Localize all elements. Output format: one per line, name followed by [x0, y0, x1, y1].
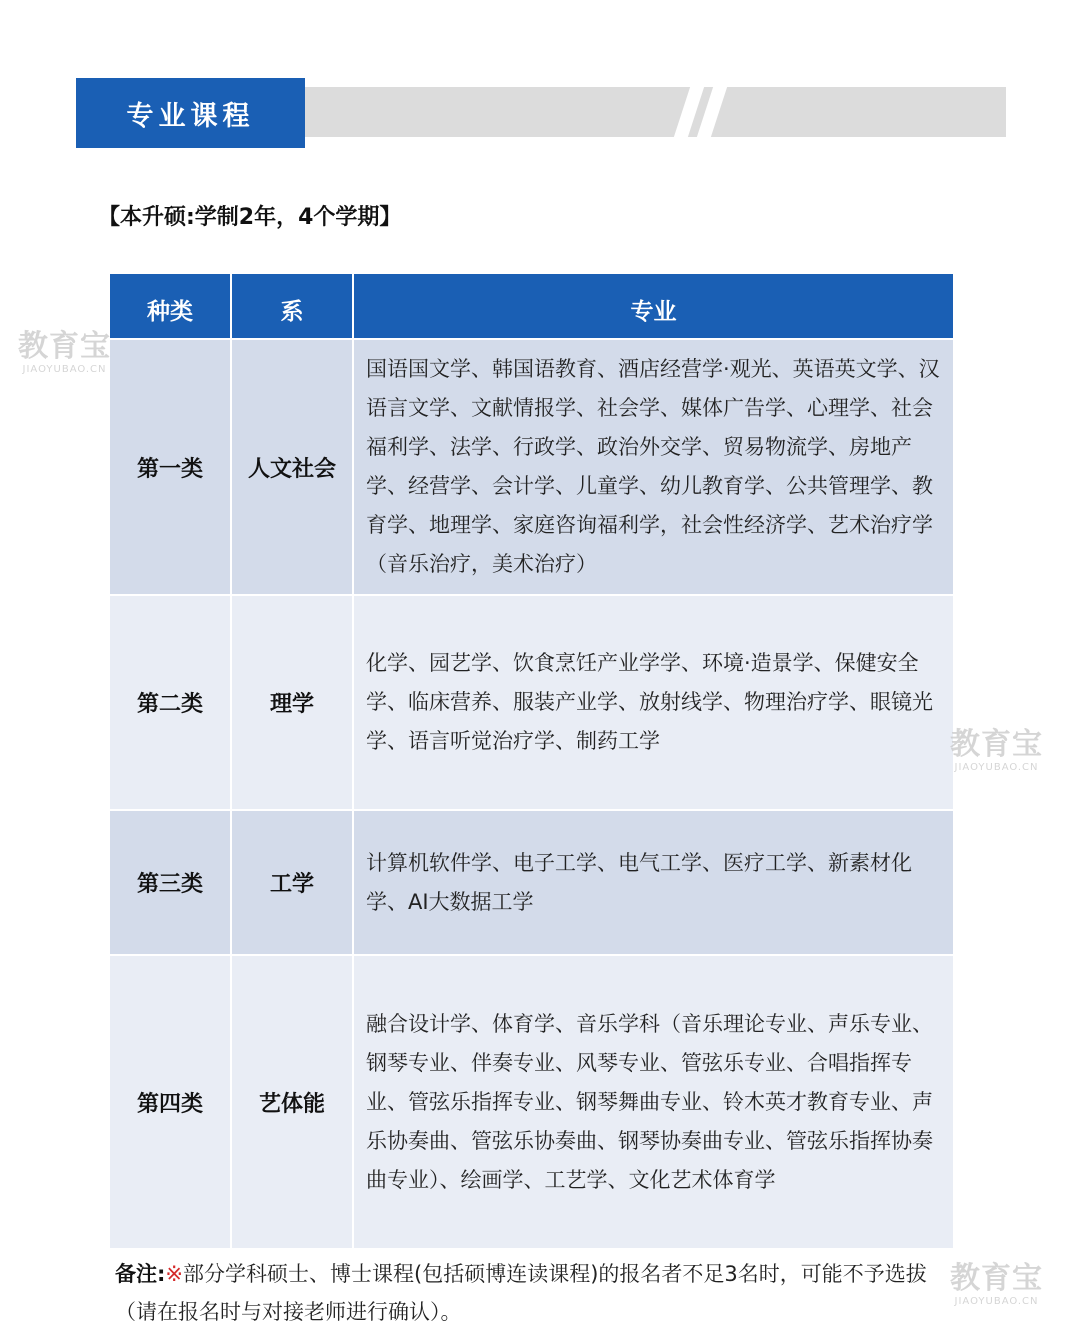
majors-cell: 国语国文学、韩国语教育、酒店经营学·观光、英语英文学、汉语言文学、文献情报学、社会学、媒体广告学、心理学、社会福利学、法学、行政学、政治外交学、贸易物流学、房地产学、经营学、会计学、儿童学、幼儿教育学、公共管理学、教育学、地理学、家庭咨询福利学，社会性经济学、艺术治疗学（音乐治疗，美术治疗） [353, 339, 954, 595]
category-cell: 第一类 [109, 339, 231, 595]
table-row [109, 955, 954, 1249]
majors-cell: 计算机软件学、电子工学、电气工学、医疗工学、新素材化学、AI大数据工学 [353, 810, 954, 955]
program-subtitle: 【本升硕:学制2年，4个学期】 [98, 205, 402, 230]
table-row [109, 595, 954, 810]
watermark-logo: 教育宝 JIAOYUBAO.CN [18, 329, 111, 375]
note-label: 备注: [115, 1262, 166, 1286]
majors-table [108, 272, 955, 1250]
category-cell: 第三类 [109, 810, 231, 955]
category-cell: 第四类 [109, 955, 231, 1249]
column-header-major: 专业 [353, 273, 954, 339]
note-mark: ※ [165, 1262, 184, 1286]
note-text: 部分学科硕士、博士课程(包括硕博连读课程)的报名者不足3名时，可能不予选拔（请在报名时与对接老师进行确认）。 [115, 1262, 927, 1324]
watermark-logo: 教育宝 JIAOYUBAO.CN [950, 1261, 1043, 1307]
footnote [115, 1255, 965, 1331]
table-header-row [109, 273, 954, 339]
majors-cell: 融合设计学、体育学、音乐学科（音乐理论专业、声乐专业、钢琴专业、伴奏专业、风琴专业、管弦乐专业、合唱指挥专业、管弦乐指挥专业、钢琴舞曲专业、铃木英才教育专业、声乐协奏曲、管弦乐协奏曲、钢琴协奏曲专业、管弦乐指挥协奏曲专业）、绘画学、工艺学、文化艺术体育学 [353, 955, 954, 1249]
table-row [109, 810, 954, 955]
department-cell: 理学 [231, 595, 353, 810]
department-cell: 艺体能 [231, 955, 353, 1249]
watermark-logo: 教育宝 JIAOYUBAO.CN [950, 727, 1043, 773]
column-header-department: 系 [231, 273, 353, 339]
header-banner-bar [300, 87, 1006, 137]
department-cell: 人文社会 [231, 339, 353, 595]
column-header-category: 种类 [109, 273, 231, 339]
category-cell: 第二类 [109, 595, 231, 810]
department-cell: 工学 [231, 810, 353, 955]
section-title: 专业课程 [76, 78, 305, 148]
majors-cell: 化学、园艺学、饮食烹饪产业学学、环境·造景学、保健安全学、临床营养、服装产业学、放射线学、物理治疗学、眼镜光学、语言听觉治疗学、制药工学 [353, 595, 954, 810]
table-row [109, 339, 954, 595]
